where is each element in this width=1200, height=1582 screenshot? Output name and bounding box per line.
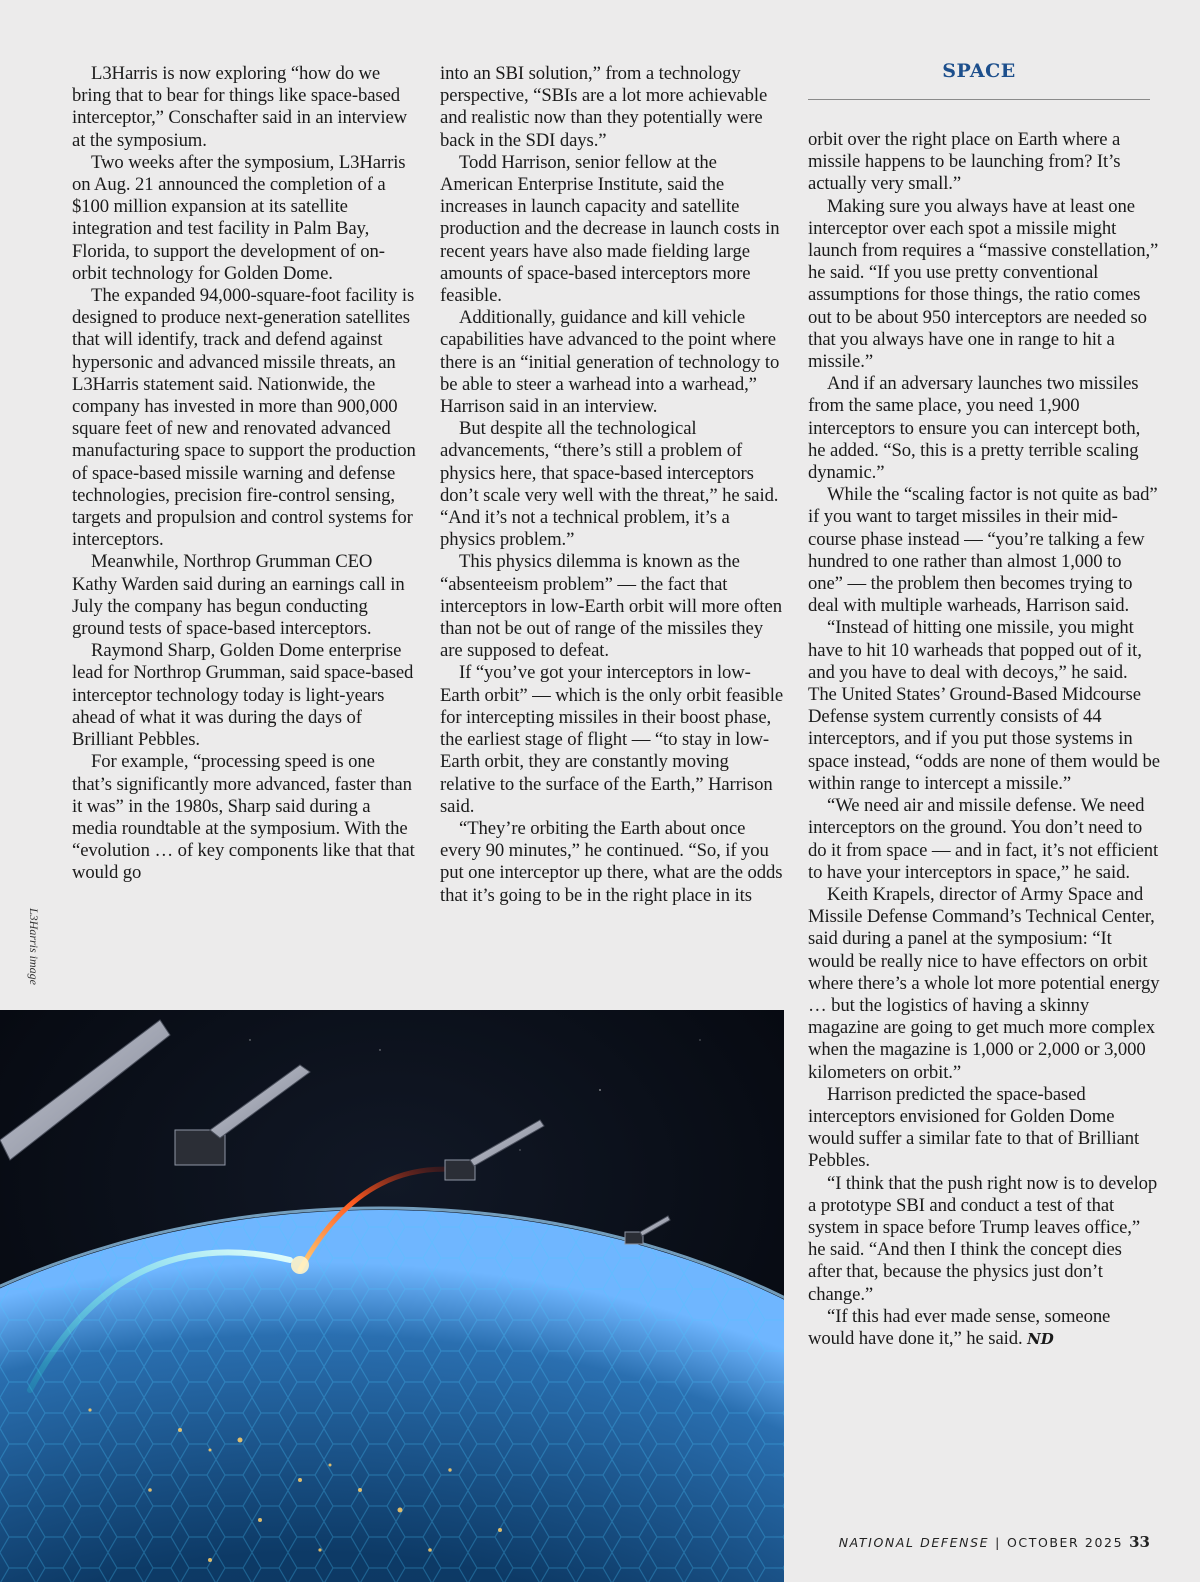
paragraph: “They’re orbiting the Earth about once every 90 minutes,” he continued. “So, if you put one interceptor up there, what are the odds that it’s going to be in the right place in its <box>440 817 783 906</box>
paragraph: “We need air and missile defense. We need interceptors on the ground. You don’t need to do it from space — and in fact, it’s not efficient to have your interceptors in space,” he said. <box>808 795 1159 883</box>
paragraph: Two weeks after the symposium, L3Harris on Aug. 21 announced the completion of a $100 million expansion at its satellite integration and test facility in Palm Bay, Florida, to support the development of on-orbit technology for Golden Dome. <box>72 151 406 284</box>
paragraph: Todd Harrison, senior fellow at the American Enterprise Institute, said the increases in launch capacity and satellite production and the decrease in launch costs in recent years have also made fielding large amounts of space-based interceptors more feasible. <box>440 151 780 307</box>
paragraph: Harrison predicted the space-based interceptors envisioned for Golden Dome would suffer a similar fate to that of Brilliant Pebbles. <box>808 1083 1140 1172</box>
publication-name: NATIONAL DEFENSE <box>838 1535 990 1550</box>
section-divider <box>808 99 1150 100</box>
issue-date: OCTOBER 2025 <box>1006 1535 1124 1550</box>
paragraph: Raymond Sharp, Golden Dome enterprise lead for Northrop Grumman, said space-based interceptor technology today is light-years ahead of what it was during the days of Brilliant Pebbles. <box>72 640 414 751</box>
end-mark: ND <box>1027 1329 1054 1348</box>
paragraph: While the “scaling factor is not quite as bad” if you want to target missiles in their mid-course phase instead — “you’re talking a few hundred to one rather than almost 1,000 to one” — the problem then becomes trying to deal with multiple warheads, Harrison said. <box>808 484 1158 617</box>
article-column-1 <box>72 63 418 885</box>
page-footer <box>839 1533 1150 1551</box>
paragraph: The expanded 94,000-square-foot facility is designed to produce next-generation satellites that will identify, track and defend against hypersonic and advanced missile threats, an L3Harris statement said. Nationwide, the company has invested in more than 900,000 square feet of new and renovated advanced manufacturing space to support the production of space-based missile warning and defense technologies, precision fire-control sensing, targets and propulsion and control systems for interceptors. <box>72 285 416 551</box>
paragraph: But despite all the technological advancements, “there’s still a problem of physics here, that space-based interceptors don’t scale very well with the threat,” he said. “And it’s not a technical problem, it’s a physics problem.” <box>440 418 779 551</box>
paragraph: For example, “processing speed is one that’s significantly more advanced, faster than it was” in the 1980s, Sharp said during a media roundtable at the symposium. With the “evolution … of key components like that that would go <box>72 751 415 884</box>
image-credit: L3Harris image <box>27 908 41 986</box>
section-label: SPACE <box>942 60 1016 82</box>
paragraph: “Instead of hitting one missile, you might have to hit 10 warheads that popped out of it, and you have to deal with decoys,” he said. The United States’ Ground-Based Midcourse Defense system currently consists of 44 interceptors, and if you put those systems in space instead, “odds are none of them would be within range to intercept a missile.” <box>808 617 1160 794</box>
paragraph: Meanwhile, Northrop Grumman CEO Kathy Warden said during an earnings call in July the company has begun conducting ground tests of space-based interceptors. <box>72 551 405 640</box>
paragraph: Additionally, guidance and kill vehicle capabilities have advanced to the point where there is an “initial generation of technology to be able to steer a warhead into a warhead,” Harrison said in an interview. <box>440 307 780 418</box>
paragraph: Making sure you always have at least one interceptor over each spot a missile might launch from requires a “massive constellation,” he said. “If you use pretty conventional assumptions for those things, the ratio comes out to be about 950 interceptors are needed so that you always have one in range to hit a missile.” <box>808 195 1159 373</box>
paragraph-final <box>808 1306 1160 1350</box>
paragraph: into an SBI solution,” from a technology perspective, “SBIs are a lot more achievable and realistic now than they potentially were back in the SDI days.” <box>440 63 768 151</box>
paragraph-text: “If this had ever made sense, someone would have done it,” he said. <box>808 1305 1111 1349</box>
paragraph: If “you’ve got your interceptors in low-Earth orbit” — which is the only orbit feasible for intercepting missiles in their boost phase, the earliest stage of flight — “to stay in low-Earth orbit, they are constantly moving relative to the surface of the Earth,” Harrison said. <box>440 662 784 817</box>
article-column-3 <box>808 129 1160 1350</box>
satellite-earth-illustration <box>0 1010 784 1582</box>
intercept-flare <box>291 1256 309 1274</box>
paragraph: orbit over the right place on Earth where a missile happens to be launching from? It’s actually very small.” <box>808 129 1121 195</box>
illustration-svg <box>0 1010 784 1582</box>
footer-separator: | <box>995 1535 1001 1550</box>
paragraph: Keith Krapels, director of Army Space and Missile Defense Command’s Technical Center, said during a panel at the symposium: “It would be really nice to have effectors on orbit where there’s a whole lot more potential energy … but the logistics of having a skinny magazine are going to get much more complex when the magazine is 1,000 or 2,000 or 3,000 kilometers on orbit.” <box>808 883 1160 1083</box>
paragraph: L3Harris is now exploring “how do we bring that to bear for things like space-based interceptor,” Conschafter said in an interview at the symposium. <box>72 63 408 151</box>
paragraph: “I think that the push right now is to develop a prototype SBI and conduct a test of that system in space before Trump leaves office,” he said. “And then I think the concept dies after that, because the physics just don’t change.” <box>808 1172 1158 1305</box>
article-column-2 <box>440 63 786 907</box>
paragraph: And if an adversary launches two missiles from the same place, you need 1,900 interceptors to ensure you can intercept both, he added. “So, this is a pretty terrible scaling dynamic.” <box>808 373 1141 484</box>
page-number: 33 <box>1129 1533 1150 1551</box>
paragraph: This physics dilemma is known as the “absenteeism problem” — the fact that interceptors in low-Earth orbit will more often than not be out of range of the missiles they are supposed to defeat. <box>440 551 782 662</box>
